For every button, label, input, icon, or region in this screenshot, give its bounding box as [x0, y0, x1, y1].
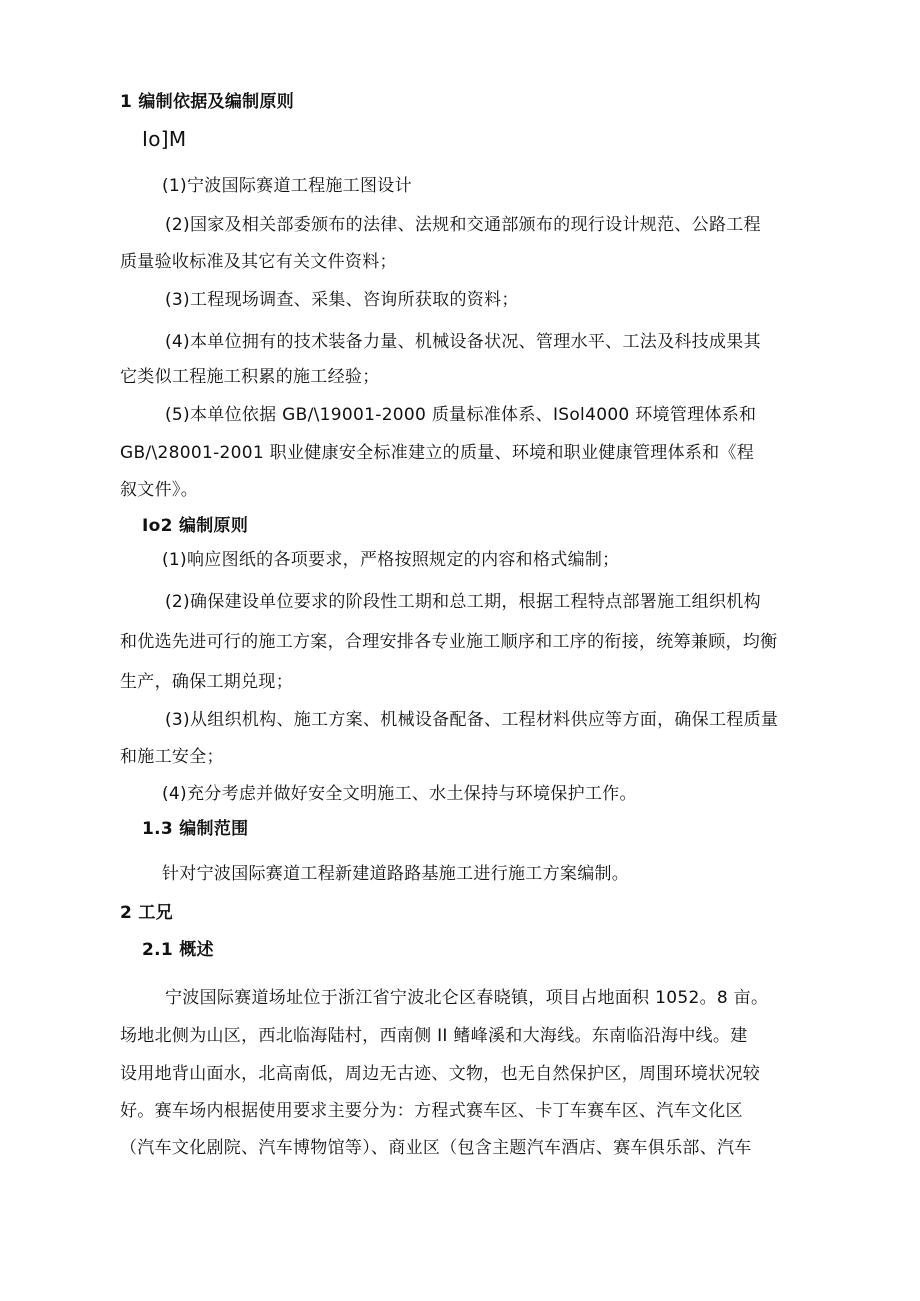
scope-text: 针对宁波国际赛道工程新建道路路基施工进行施工方案编制。 — [162, 864, 630, 884]
overview-line-1: 宁波国际赛道场址位于浙江省宁波北仑区春晓镇，项目占地面积 1052。8 亩。 — [165, 988, 769, 1008]
basis-item-5-line-1: (5)本单位依据 GB∕\19001-2000 质量标准体系、ISol4000 环境管理体系和 — [165, 405, 757, 425]
section-1-1-heading: Io]M — [142, 127, 187, 151]
principle-4: (4)充分考虑并做好安全文明施工、水土保持与环境保护工作。 — [162, 784, 637, 804]
principle-3-line-2: 和施工安全； — [120, 747, 224, 767]
overview-line-5: （汽车文化剧院、汽车博物馆等）、商业区（包含主题汽车酒店、赛车俱乐部、汽车 — [120, 1138, 752, 1158]
principle-2-line-3: 生产，确保工期兑现； — [120, 672, 293, 692]
basis-item-2-line-2: 质量验收标准及其它有关文件资料； — [120, 252, 397, 272]
overview-line-2: 场地北侧为山区，西北临海陆村，西南侧 II 鳍峰溪和大海线。东南临沿海中线。建 — [120, 1026, 748, 1046]
section-2-heading: 2 工兄 — [120, 903, 173, 923]
overview-line-3: 设用地背山面水，北高南低，周边无古迹、文物，也无自然保护区，周围环境状况较 — [120, 1064, 761, 1084]
principle-3-line-1: (3)从组织机构、施工方案、机械设备配备、工程材料供应等方面，确保工程质量 — [165, 710, 779, 730]
section-1-2-heading: Io2 编制原则 — [142, 516, 249, 536]
principle-2-line-1: (2)确保建设单位要求的阶段性工期和总工期，根据工程特点部署施工组织机构 — [165, 592, 761, 612]
basis-item-2-line-1: (2)国家及相关部委颁布的法律、法规和交通部颁布的现行设计规范、公路工程 — [165, 215, 761, 235]
principle-1: (1)响应图纸的各项要求，严格按照规定的内容和格式编制； — [162, 550, 620, 570]
basis-item-4-line-2: 它类似工程施工积累的施工经验； — [120, 367, 380, 387]
section-1-3-heading: 1.3 编制范围 — [142, 819, 249, 839]
basis-item-3: (3)工程现场调查、采集、咨询所获取的资料； — [165, 290, 519, 310]
basis-item-1: (1)宁波国际赛道工程施工图设计 — [162, 176, 412, 196]
overview-line-4: 好。赛车场内根据使用要求主要分为：方程式赛车区、卡丁车赛车区、汽车文化区 — [120, 1101, 743, 1121]
basis-item-5-line-2: GB∕\28001-2001 职业健康安全标准建立的质量、环境和职业健康管理体系和《程 — [120, 443, 755, 463]
basis-item-5-line-3: 叙文件》。 — [120, 480, 198, 500]
section-1-heading: 1 编制依据及编制原则 — [120, 92, 295, 112]
principle-2-line-2: 和优选先进可行的施工方案，合理安排各专业施工顺序和工序的衔接，统筹兼顾，均衡 — [120, 632, 778, 652]
basis-item-4-line-1: (4)本单位拥有的技术装备力量、机械设备状况、管理水平、工法及科技成果其 — [165, 332, 761, 352]
section-2-1-heading: 2.1 概述 — [142, 940, 214, 960]
